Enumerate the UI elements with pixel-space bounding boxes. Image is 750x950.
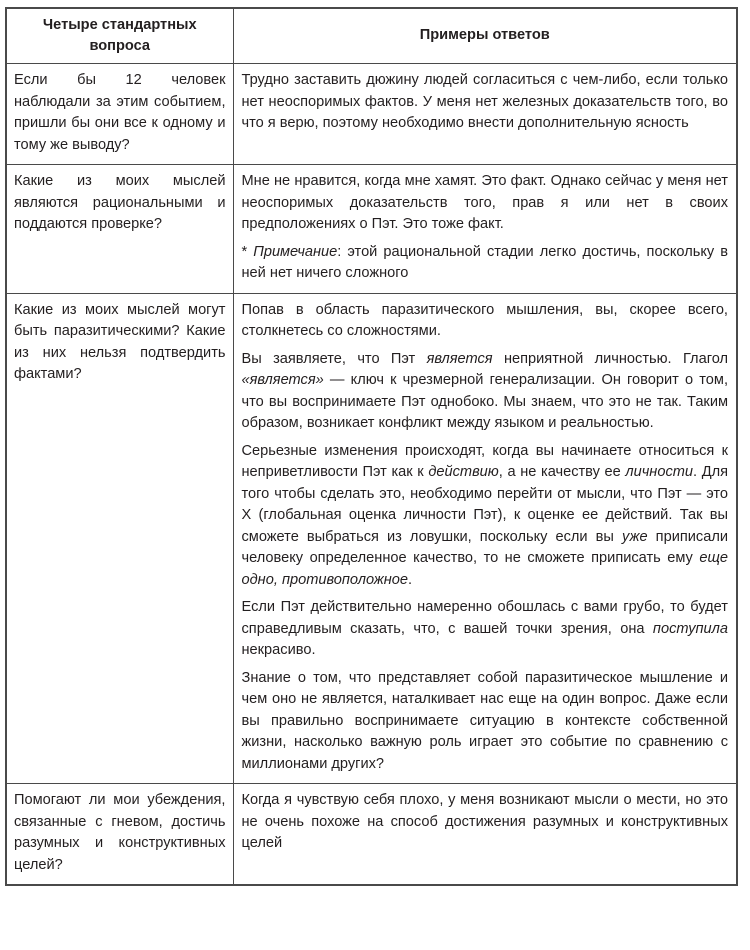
question-cell: Какие из моих мыслей могут быть паразитическими? Какие из них нельзя подтвердить фактами?: [6, 293, 233, 784]
table-row: [6, 784, 737, 886]
question-cell: Помогают ли мои убеждения, связанные с гневом, достичь разумных и конструктивных целей?: [6, 784, 233, 886]
answer-cell: [233, 293, 737, 784]
emphasis: поступила: [652, 620, 728, 637]
table-row: [6, 64, 737, 165]
table-row: [6, 165, 737, 294]
answer-paragraph: Знание о том, что представляет собой паразитическое мышление и чем оно не является, наталкивает нас еще на один вопрос. Даже если вы правильно воспринимаете ситуацию в контексте собственной жизни, насколько важную роль играет это событие по сравнению с миллионами других?: [241, 669, 728, 772]
questions-answers-table: [5, 7, 738, 886]
text-run: , а не качеству ее: [498, 464, 626, 480]
note-text: : этой рациональной стадии легко достичь, поскольку в ней нет ничего сложного: [241, 243, 729, 281]
answer-cell: [233, 64, 737, 165]
answer-cell: [233, 784, 737, 886]
note-label: Примечание: [253, 243, 338, 260]
emphasis: еще одно, противоположное: [241, 550, 728, 588]
answer-paragraph: Когда я чувствую себя плохо, у меня возникают мысли о мести, но это не очень похоже на способ достижения разумных и конструктивных целей: [241, 792, 728, 851]
text-run: приписали человеку определенное качество, то не сможете приписать ему: [241, 528, 728, 566]
text-run: . Для того чтобы сделать это, необходимо перейти от мысли, что Пэт — это X (глобальная оценка личности Пэт), к оценке ее действий. Так вы сможете выбраться из ловушки, поскольку если вы: [241, 464, 728, 545]
note-paragraph: [242, 242, 729, 285]
answer-paragraph: Мне не нравится, когда мне хамят. Это факт. Однако сейчас у меня нет неоспоримых доказательств того, прав я или нет в своих предположениях о Пэт. Это тоже факт.: [241, 173, 728, 232]
text-run: — ключ к чрезмерной генерализации. Он говорит о том, что вы воспринимаете Пэт однобоко. Мы знаем, что это не так. Таким образом, возникает конфликт между языком и реальностью.: [241, 372, 728, 431]
question-cell: Какие из моих мыслей являются рациональными и поддаются проверке?: [6, 165, 233, 294]
emphasis: личности: [625, 464, 694, 480]
answer-paragraph: [242, 597, 729, 662]
emphasis: является: [426, 350, 493, 367]
answer-cell: [233, 165, 737, 294]
text-run: Если Пэт действительно намеренно обошлась с вами грубо, то будет справедливым сказать, что, с вашей точки зрения, она: [241, 599, 728, 637]
note-asterisk: *: [241, 243, 254, 260]
answer-paragraph: Трудно заставить дюжину людей согласиться с чем-либо, если только нет неоспоримых фактов. У меня нет железных доказательств того, во что я верю, поэтому необходимо внести дополнительную ясность: [241, 72, 728, 131]
header-answers: Примеры ответов: [233, 8, 737, 64]
header-questions: Четыре стандартных вопроса: [6, 8, 233, 64]
text-run: некрасиво.: [241, 642, 316, 658]
text-run: .: [408, 571, 413, 588]
emphasis: уже: [621, 528, 648, 545]
answer-paragraph: [242, 349, 729, 435]
question-cell: Если бы 12 человек наблюдали за этим событием, пришли бы они все к одному и тому же выводу?: [6, 64, 233, 165]
table-row: [6, 293, 737, 784]
text-run: Вы заявляете, что Пэт: [241, 350, 427, 367]
text-run: Серьезные изменения происходят, когда вы начинаете относиться к неприветливости Пэт как к: [241, 442, 728, 480]
table-header-row: [6, 8, 737, 64]
answer-paragraph: [242, 441, 729, 592]
emphasis: действию: [428, 464, 499, 480]
emphasis: «является»: [241, 372, 324, 388]
text-run: неприятной личностью. Глагол: [492, 350, 729, 367]
answer-paragraph: Попав в область паразитического мышления, вы, скорее всего, столкнетесь со сложностями.: [241, 301, 728, 339]
